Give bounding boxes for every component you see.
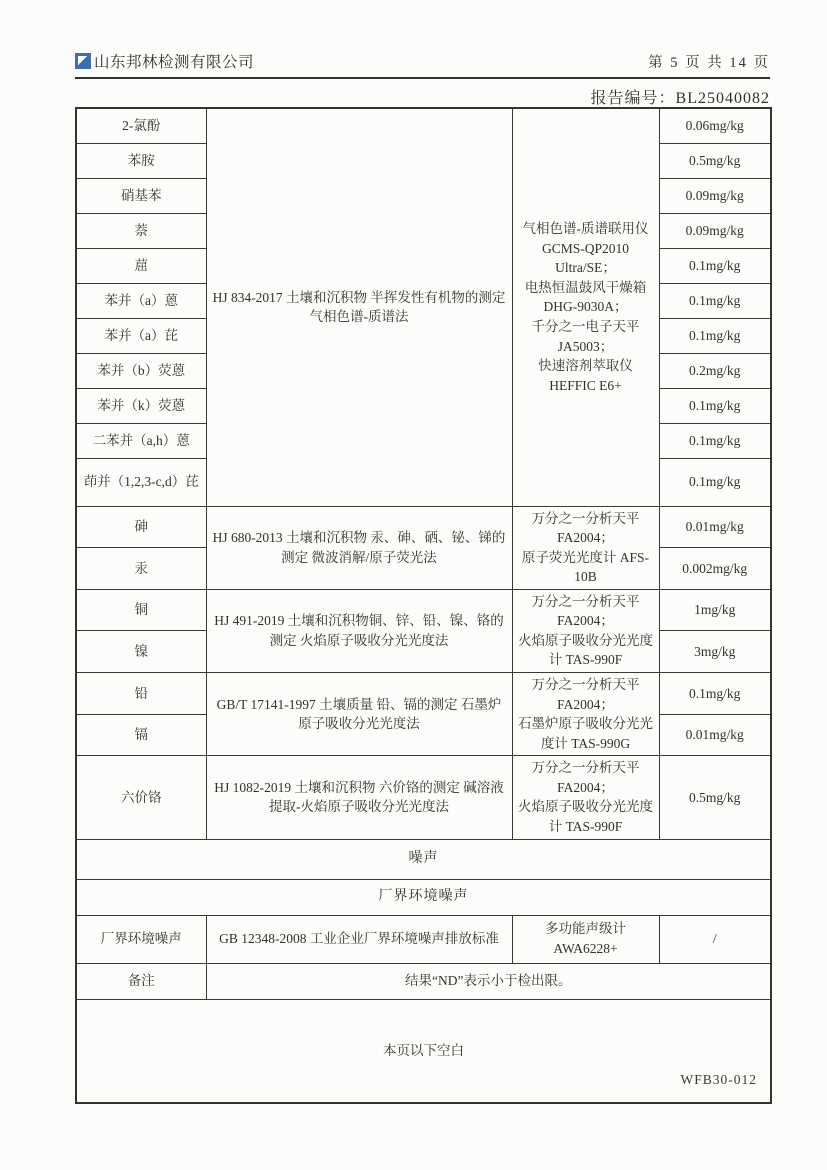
detection-limit: 0.09mg/kg <box>659 213 771 248</box>
detection-limit: 0.1mg/kg <box>659 673 771 715</box>
detection-limit: 0.1mg/kg <box>659 388 771 423</box>
detection-limit: 0.5mg/kg <box>659 756 771 839</box>
report-number-label: 报告编号： <box>590 90 676 107</box>
table-row <box>76 506 771 548</box>
analyte-name: 硝基苯 <box>76 178 206 213</box>
detection-limit: 0.1mg/kg <box>659 318 771 353</box>
detection-limit: 0.1mg/kg <box>659 283 771 318</box>
analyte-name: 砷 <box>76 506 206 548</box>
detection-limit: 0.5mg/kg <box>659 143 771 178</box>
table-row <box>76 756 771 839</box>
page-header <box>75 50 770 79</box>
table-row <box>76 108 771 143</box>
detection-limit: 3mg/kg <box>659 631 771 673</box>
method-cell: HJ 680-2013 土壤和沉积物 汞、砷、硒、铋、锑的测定 微波消解/原子荧光法 <box>206 506 512 589</box>
instrument-line: AWA6228+ <box>553 941 618 956</box>
instrument-line: 火焰原子吸收分光光度计 TAS-990F <box>518 799 653 834</box>
analyte-name: 镉 <box>76 714 206 756</box>
remark-label: 备注 <box>76 963 206 999</box>
method-cell: HJ 1082-2019 土壤和沉积物 六价铬的测定 碱溶液提取-火焰原子吸收分光光度法 <box>206 756 512 839</box>
instrument-cell <box>512 108 659 506</box>
analyte-name: 铅 <box>76 673 206 715</box>
noise-section-title: 噪声 <box>76 839 771 879</box>
table-row <box>76 915 771 963</box>
analysis-table <box>75 107 772 1104</box>
instrument-line: 多功能声级计 <box>545 921 626 937</box>
page-number: 第 5 页 共 14 页 <box>648 55 770 71</box>
detection-limit: 0.1mg/kg <box>659 423 771 458</box>
instrument-line: 万分之一分析天平 FA2004； <box>531 510 640 546</box>
instrument-line: 快速溶剂萃取仪 HEFFIC E6+ <box>538 358 633 393</box>
noise-subsection-title: 厂界环境噪声 <box>76 879 771 915</box>
analyte-name: 苯胺 <box>76 143 206 178</box>
instrument-line: 万分之一分析天平 FA2004； <box>531 593 640 629</box>
report-number-value: BL25040082 <box>675 90 770 107</box>
method-cell: HJ 834-2017 土壤和沉积物 半挥发性有机物的测定 气相色谱-质谱法 <box>206 108 512 506</box>
instrument-cell <box>512 506 659 589</box>
analyte-name: 汞 <box>76 548 206 590</box>
remark-text: 结果“ND”表示小于检出限。 <box>206 963 771 999</box>
analyte-name: 茚并（1,2,3-c,d）芘 <box>76 458 206 506</box>
detection-limit: / <box>659 915 771 963</box>
table-row <box>76 673 771 715</box>
analyte-name: 苯并（k）荧蒽 <box>76 388 206 423</box>
table-row <box>76 963 771 999</box>
method-cell: GB/T 17141-1997 土壤质量 铅、镉的测定 石墨炉原子吸收分光光度法 <box>206 673 512 756</box>
instrument-line: 电热恒温鼓风干燥箱 DHG-9030A； <box>524 279 647 315</box>
analyte-name: 萘 <box>76 213 206 248</box>
table-row <box>76 839 771 879</box>
detection-limit: 0.01mg/kg <box>659 506 771 548</box>
detection-limit: 0.09mg/kg <box>659 178 771 213</box>
table-row <box>76 879 771 915</box>
instrument-cell <box>512 915 659 963</box>
instrument-line: 万分之一分析天平 FA2004； <box>531 677 640 712</box>
analyte-name: 铜 <box>76 589 206 631</box>
blank-note: 本页以下空白 <box>76 999 771 1103</box>
analyte-name: 苯并（b）荧蒽 <box>76 353 206 388</box>
report-number-line <box>591 85 770 108</box>
analyte-name: 2-氯酚 <box>76 108 206 143</box>
company-logo-icon <box>75 53 91 69</box>
instrument-line: 万分之一分析天平 FA2004； <box>531 760 640 795</box>
detection-limit: 1mg/kg <box>659 589 771 631</box>
instrument-line: 火焰原子吸收分光光度计 TAS-990F <box>518 632 653 668</box>
instrument-cell <box>512 756 659 839</box>
detection-limit: 0.01mg/kg <box>659 714 771 756</box>
analyte-name: 二苯并（a,h）蒽 <box>76 423 206 458</box>
method-cell: HJ 491-2019 土壤和沉积物铜、锌、铅、镍、铬的测定 火焰原子吸收分光光度法 <box>206 589 512 672</box>
table-row <box>76 999 771 1103</box>
analyte-name: 厂界环境噪声 <box>76 915 206 963</box>
instrument-line: 原子荧光光度计 AFS-10B <box>521 549 650 585</box>
instrument-cell <box>512 673 659 756</box>
analyte-name: 䓛 <box>76 248 206 283</box>
analyte-name: 苯并（a）蒽 <box>76 283 206 318</box>
detection-limit: 0.002mg/kg <box>659 548 771 590</box>
detection-limit: 0.06mg/kg <box>659 108 771 143</box>
form-code: WFB30-012 <box>680 1072 757 1087</box>
company-name: 山东邦林检测有限公司 <box>94 54 255 71</box>
detection-limit: 0.1mg/kg <box>659 458 771 506</box>
instrument-cell <box>512 589 659 672</box>
detection-limit: 0.2mg/kg <box>659 353 771 388</box>
detection-limit: 0.1mg/kg <box>659 248 771 283</box>
instrument-line: 石墨炉原子吸收分光光度计 TAS-990G <box>518 716 653 751</box>
company-brand <box>75 50 254 72</box>
instrument-line: 气相色谱-质谱联用仪 GCMS-QP2010 Ultra/SE； <box>522 221 649 276</box>
instrument-line: 千分之一电子天平 JA5003； <box>531 319 640 354</box>
table-row <box>76 589 771 631</box>
analyte-name: 苯并（a）芘 <box>76 318 206 353</box>
method-cell: GB 12348-2008 工业企业厂界环境噪声排放标准 <box>206 915 512 963</box>
analyte-name: 六价铬 <box>76 756 206 839</box>
analyte-name: 镍 <box>76 631 206 673</box>
